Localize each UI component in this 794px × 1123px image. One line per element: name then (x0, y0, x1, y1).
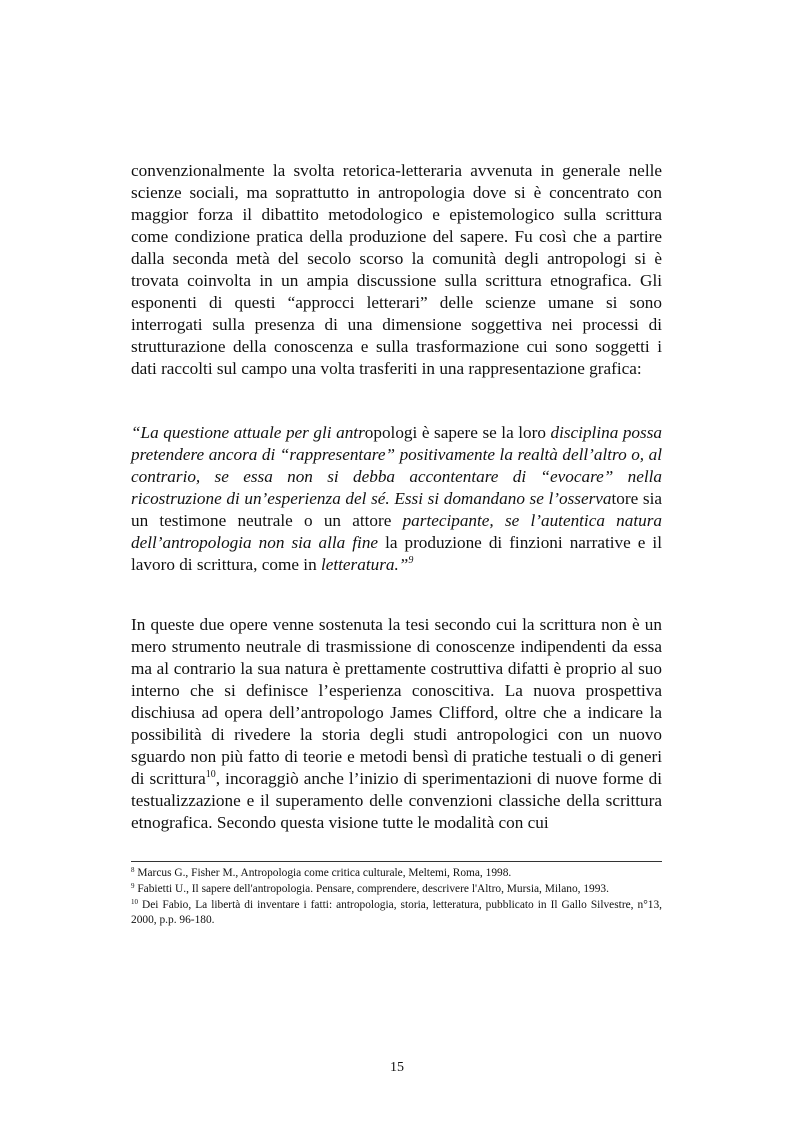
footnote-divider (131, 861, 662, 862)
footnote-text: Dei Fabio, La libertà di inventare i fatti: antropologia, storia, letteratura, pubblicato in Il Gallo Silvestre, n°13, 2000, p.p. 96-180. (131, 899, 662, 926)
quote-segment: la produzione di finzioni narrative e il lavoro di scrittura, come in (131, 533, 662, 574)
quote-segment: disciplina possa pretendere ancora di “rappresentare” positivamente la realtà dell’altro o, al contrario, se essa non si debba accontentare di “evocare” nella ricostruzione di un’esperienza del sé. Essi si domandano se l’osserva (131, 423, 662, 508)
footnote-9 (131, 882, 662, 896)
footnote-8 (131, 866, 662, 880)
block-quote (131, 422, 662, 576)
paragraph (131, 614, 662, 834)
footnote-reference[interactable]: 10 (205, 769, 216, 780)
quote-segment: opologi è sapere se la loro (364, 423, 551, 442)
footnote-text: Fabietti U., Il sapere dell'antropologia. Pensare, comprendere, descrivere l'Altro, Mursia, Milano, 1993. (134, 883, 609, 896)
footnote-number: 8 (131, 866, 135, 874)
footnote-number: 10 (131, 898, 138, 907)
footnote-text: Marcus G., Fisher M., Antropologia come critica culturale, Meltemi, Roma, 1998. (134, 867, 512, 879)
quote-segment: partecipante, se l’autentica natura dell’antropologia non sia alla fine (131, 511, 662, 552)
paragraph-text: , incoraggiò anche l’inizio di sperimentazioni di nuove forme di testualizzazione e il superamento delle convenzioni classiche della scrittura etnografica. Secondo questa visione tutte le modalità con cui (131, 769, 663, 832)
footnote-reference[interactable]: 9 (408, 555, 414, 566)
paragraph-text: In queste due opere venne sostenuta la tesi secondo cui la scrittura non è un mero strumento neutrale di trasmissione di conoscenze indipendenti da essa ma al contrario la sua natura è prettamente costruttiva difatti è proprio al suo interno che si definisce l’esperienza conoscitiva. La nuova prospettiva dischiusa ad opera dell’antropologo James Clifford, oltre che a indicare la possibilità di rivedere la storia degli studi antropologici con un nuovo sguardo non più fatto di teorie e metodi bensì di pratiche testuali o di generi di scrittura (131, 615, 662, 788)
page-number: 15 (390, 1060, 404, 1075)
quote-segment: tore sia un testimone neutrale o un attore (131, 489, 662, 530)
footnote-number: 9 (131, 882, 135, 891)
paragraph: convenzionalmente la svolta retorica-letteraria avvenuta in generale nelle scienze sociali, ma soprattutto in antropologia dove si è concentrato con maggior forza il dibattito metodologico e epistemologico sulla scrittura come condizione pratica della produzione del sapere. Fu così che a partire dalla seconda metà del secolo scorso la comunità degli antropologi si è trovata coinvolta in un ampia discussione sulla scrittura etnografica. Gli esponenti di questi “approcci letterari” delle scienze umane si sono interrogati sulla presenza di una dimensione soggettiva nei processi di strutturazione della conoscenza e sulla trasformazione cui sono soggetti i dati raccolti sul campo una volta trasferiti in una rappresentazione grafica: (131, 161, 662, 378)
footnote-10 (131, 898, 662, 926)
quote-segment: letteratura.” (320, 555, 409, 574)
footnotes (131, 866, 662, 929)
quote-segment: “La questione attuale per gli antr (131, 423, 365, 442)
